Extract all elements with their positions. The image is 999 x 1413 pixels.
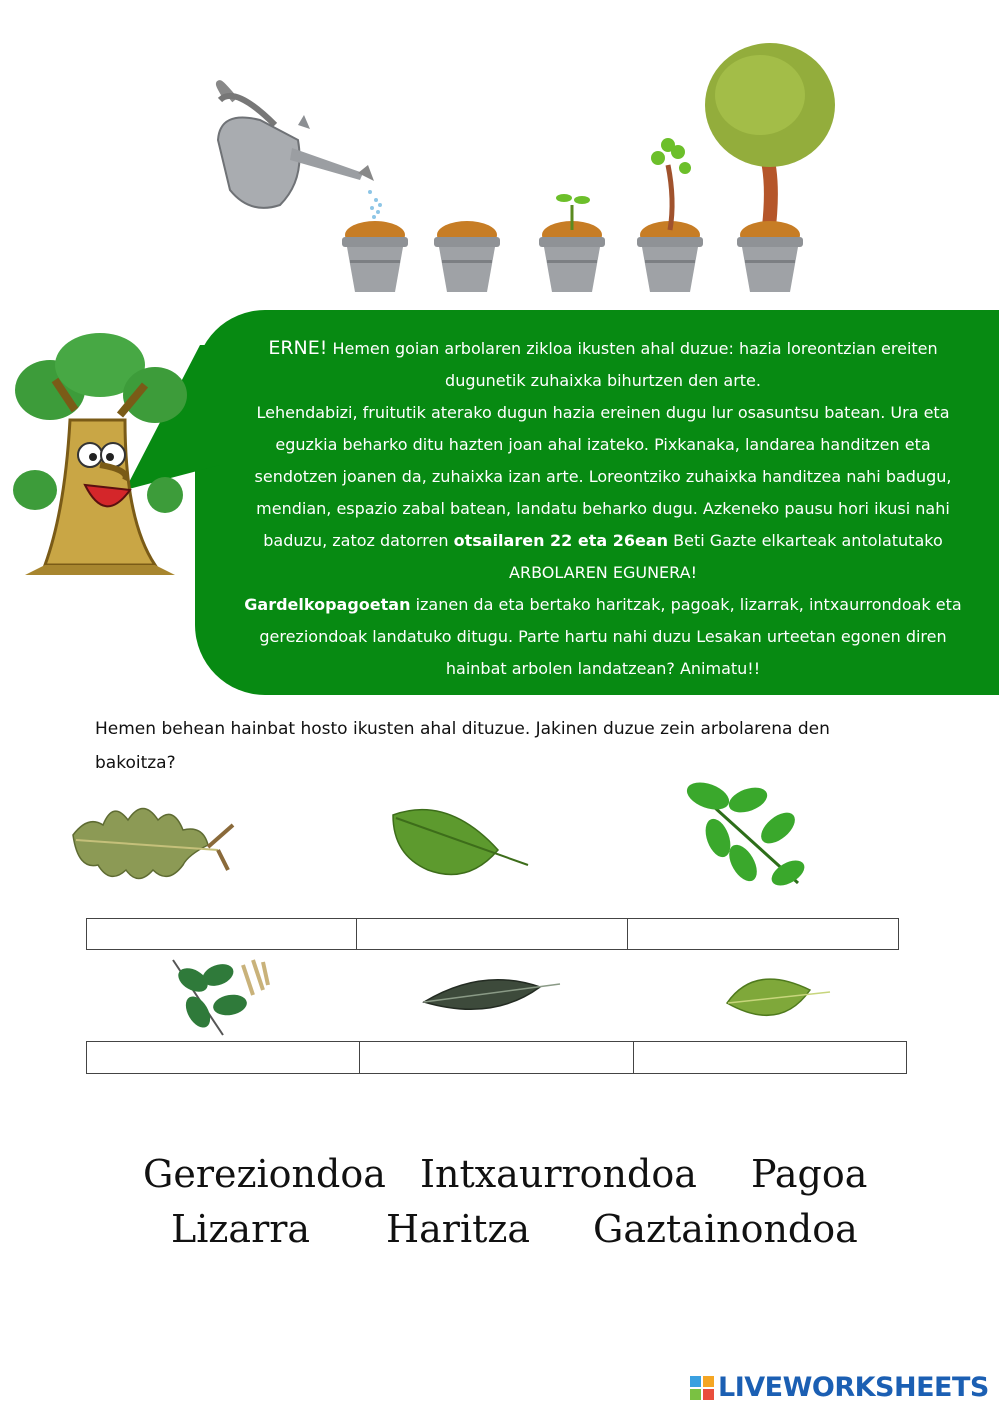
answer-box-2[interactable] [357,919,627,949]
oak-leaf-image [68,795,238,890]
word-gereziondoa[interactable]: Gereziondoa [143,1152,386,1196]
answer-box-4[interactable] [87,1042,360,1073]
speech-bubble [195,310,999,695]
erne-label: ERNE! [268,337,328,359]
pot-tree [705,43,835,292]
word-gaztainondoa[interactable]: Gaztainondoa [593,1207,858,1251]
answer-row-2 [86,1041,907,1074]
liveworksheets-logo-icon [690,1376,714,1400]
answer-box-5[interactable] [360,1042,633,1073]
pot-seed-1 [342,221,408,292]
ash-leaf-image [168,950,273,1038]
bubble-paragraph-2-end: Beti Gazte elkarteak antolatutako ARBOLAREN EGUNERA! [509,531,943,582]
pot-seed-2 [434,221,500,292]
answer-box-3[interactable] [628,919,898,949]
tree-life-cycle-illustration [180,30,860,300]
cherry-leaf-image [725,968,835,1030]
bubble-paragraph-3: izanen da eta bertako haritzak, pagoak, lizarrak, intxaurrondoak eta gereziondoak landatuko ditugu. Parte hartu nahi duzu Lesakan urteetan egonen diren hainbat arbolen landatzean? Animatu!! [259,595,962,678]
cartoon-tree-icon [5,330,190,580]
bubble-text [233,332,973,685]
pot-sapling [637,138,703,292]
bubble-paragraph-1: Hemen goian arbolaren zikloa ikusten ahal duzue: hazia loreontzian ereiten dugunetik zuhaixka bihurtzen den arte. [327,339,938,390]
answer-row-1 [86,918,899,950]
walnut-leaf-image [678,778,808,893]
word-haritza[interactable]: Haritza [386,1207,531,1251]
word-intxaurrondoa[interactable]: Intxaurrondoa [420,1152,697,1196]
logo-text: LIVEWORKSHEETS [718,1372,989,1403]
word-pagoa[interactable]: Pagoa [751,1152,868,1196]
word-lizarra[interactable]: Lizarra [171,1207,311,1251]
bubble-paragraph-2-start: Lehendabizi, fruitutik aterako dugun hazia ereinen dugu lur osasuntsu batean. Ura eta eguzkia beharko ditu hazten joan ahal izateko. Pixkanaka, landarea handitzen eta sendotzen joanen da, zuhaixka izan arte. Loreontziko zuhaixka handitzea nahi badugu, mendian, espazio zabal batean, landatu beharko dugu. Azkeneko pausu hori ikusi nahi baduzu, zatoz datorren [254,403,952,550]
liveworksheets-logo [690,1372,989,1403]
question-text: Hemen behean hainbat hosto ikusten ahal dituzue. Jakinen duzue zein arbolarena den bakoitza? [95,719,830,773]
water-drops [368,190,382,219]
answer-box-1[interactable] [87,919,357,949]
event-dates: otsailaren 22 eta 26ean [453,531,669,550]
beech-leaf-image [388,800,533,885]
pot-sprout [539,194,605,292]
answer-box-6[interactable] [634,1042,906,1073]
event-location: Gardelkopagoetan [244,595,411,614]
chestnut-leaf-image [422,972,562,1020]
watering-can-icon [218,84,374,208]
